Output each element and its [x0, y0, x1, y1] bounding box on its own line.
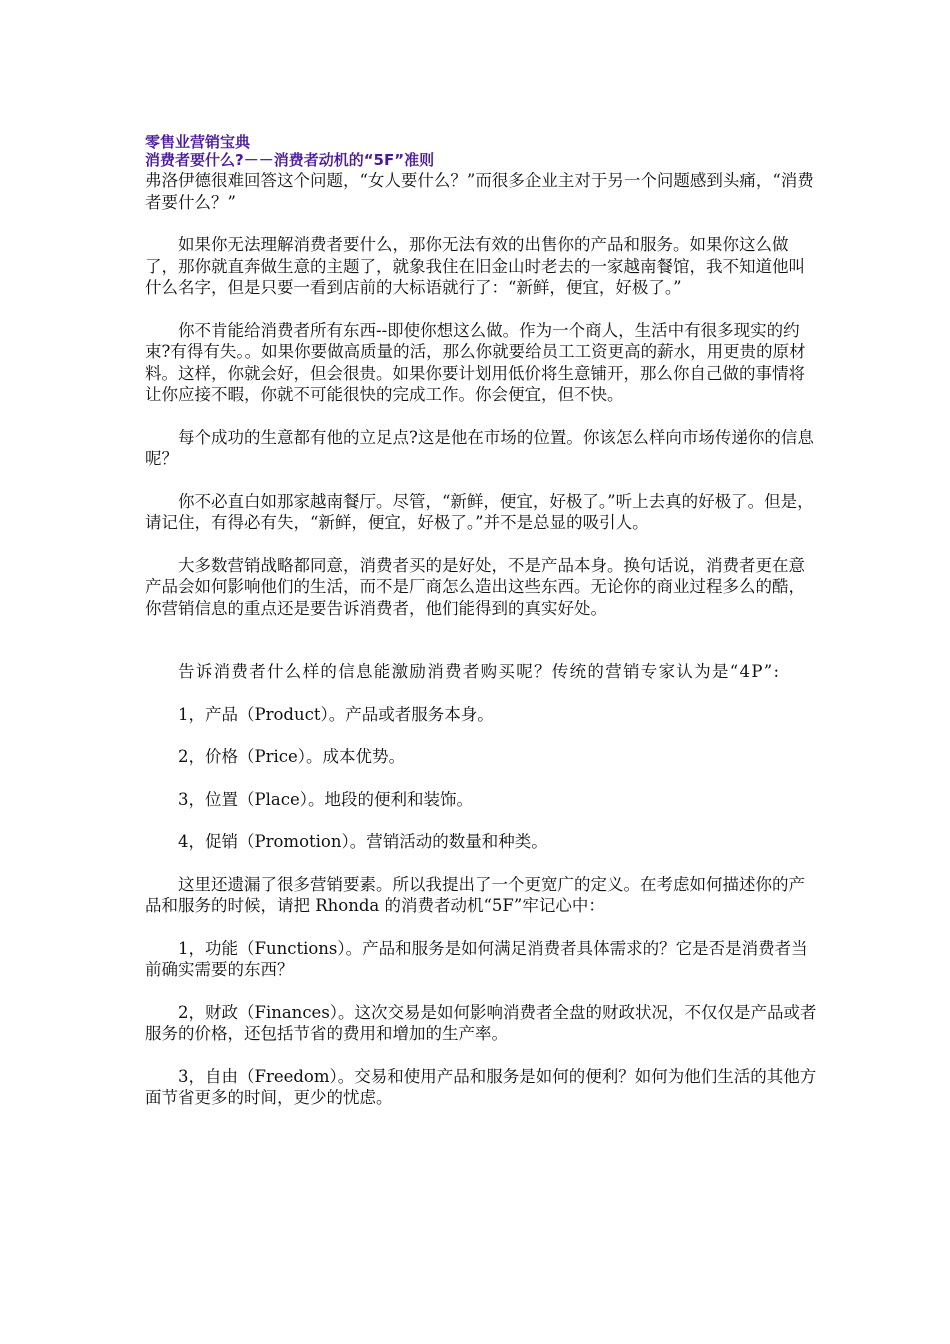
list-item-product: 1，产品（Product）。产品或者服务本身。 — [178, 704, 494, 724]
paragraph-tradeoff: 你不肯能给消费者所有东西--即使你想这么做。作为一个商人，生活中有很多现实的约束?有得有失。。如果你要做高质量的活，那么你就要给员工工资更高的薪水，用更贵的原材料。这样，你就会好，但会很贵。如果你要计划用低价将生意铺开，那么你自己做的事情将让你应接不暇，你就不可能很快的完成工作。你会便宜，但不快。 — [145, 320, 806, 404]
paragraph-understand: 如果你无法理解消费者要什么，那你无法有效的出售你的产品和服务。如果你这么做了，那你就直奔做生意的主题了，就象我住在旧金山时老去的一家越南餐馆，我不知道他叫什么名字，但是只要一看到店前的大标语就行了：“新鲜，便宜，好极了。” — [145, 235, 805, 297]
paragraph-vietnamese: 你不必直白如那家越南餐厅。尽管，“新鲜，便宜，好极了。”听上去真的好极了。但是，请记住，有得必有失，“新鲜，便宜，好极了。”并不是总显的吸引人。 — [145, 491, 814, 532]
paragraph-4p-intro: 告诉消费者什么样的信息能激励消费者购买呢？传统的营销专家认为是“4P”: — [178, 662, 781, 681]
paragraph-intro: 弗洛伊德很难回答这个问题，“女人要什么？”而很多企业主对于另一个问题感到头痛，“消费者要什么？” — [145, 171, 814, 212]
paragraph-position: 每个成功的生意都有他的立足点?这是他在市场的位置。你该怎么样向市场传递你的信息呢？ — [145, 427, 814, 468]
document-subtitle: 消费者要什么?－－消费者动机的“5F”准则 — [145, 151, 435, 169]
document-page — [145, 133, 820, 1109]
list-item-freedom: 3，自由（Freedom）。交易和使用产品和服务是如何的便利？如何为他们生活的其他方面节省更多的时间，更少的忧虑。 — [145, 1066, 817, 1107]
list-item-functions: 1，功能（Functions）。产品和服务是如何满足消费者具体需求的？它是否是消费者当前确实需要的东西？ — [145, 938, 808, 979]
list-item-finances: 2，财政（Finances）。这次交易是如何影响消费者全盘的财政状况，不仅仅是产品或者服务的价格，还包括节省的费用和增加的生产率。 — [145, 1002, 817, 1043]
paragraph-5f-intro: 这里还遗漏了很多营销要素。所以我提出了一个更宽广的定义。在考虑如何描述你的产品和服务的时候，请把 Rhonda 的消费者动机“5F”牢记心中： — [145, 874, 805, 915]
list-item-promotion: 4，促销（Promotion）。营销活动的数量和种类。 — [178, 832, 548, 851]
list-item-price: 2，价格（Price）。成本优势。 — [178, 747, 406, 766]
document-title: 零售业营销宝典 — [145, 133, 251, 151]
list-item-place: 3，位置（Place）。地段的便利和装饰。 — [178, 789, 473, 809]
paragraph-benefits: 大多数营销战略都同意，消费者买的是好处，不是产品本身。换句话说，消费者更在意产品会如何影响他们的生活，而不是厂商怎么造出这些东西。无论你的商业过程多么的酷，你营销信息的重点还是要告诉消费者，他们能得到的真实好处。 — [145, 555, 805, 618]
